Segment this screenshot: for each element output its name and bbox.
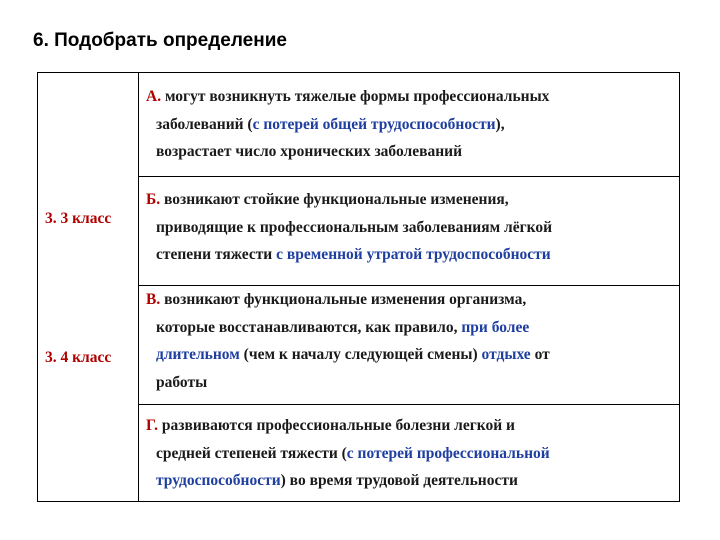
definition-text: Б. возникают стойкие функциональные изменения, приводящие к профессиональным заболеваниям лёгкой степени тяжести с временной утратой трудоспособности: [146, 191, 553, 263]
definition-row-b: [139, 177, 679, 286]
definitions-column: [139, 73, 679, 501]
definition-letter: В.: [146, 291, 161, 308]
definition-text: Г. развиваются профессиональные болезни легкой и средней степеней тяжести (с потерей профессиональной трудоспособности) во время трудовой деятельности: [146, 417, 550, 489]
definition-row-a: [139, 73, 679, 177]
class-column: [38, 73, 139, 501]
definitions-table: [37, 72, 680, 502]
class-label-3: 3. 3 класс: [45, 210, 112, 227]
definition-row-g: [139, 405, 679, 503]
page-title: 6. Подобрать определение: [33, 30, 287, 51]
definition-text: А. могут возникнуть тяжелые формы профессиональных заболеваний (с потерей общей трудоспособности), возрастает число хронических заболеваний: [146, 88, 550, 160]
definition-letter: А.: [146, 88, 162, 105]
definition-row-v: [139, 286, 679, 405]
definition-letter: Г.: [146, 417, 158, 434]
class-label-4: 3. 4 класс: [45, 349, 112, 366]
definition-letter: Б.: [146, 191, 161, 208]
definition-text: В. возникают функциональные изменения организма, которые восстанавливаются, как правило, при более длительном (чем к началу следующей смены) отдыхе от работы: [146, 291, 550, 391]
